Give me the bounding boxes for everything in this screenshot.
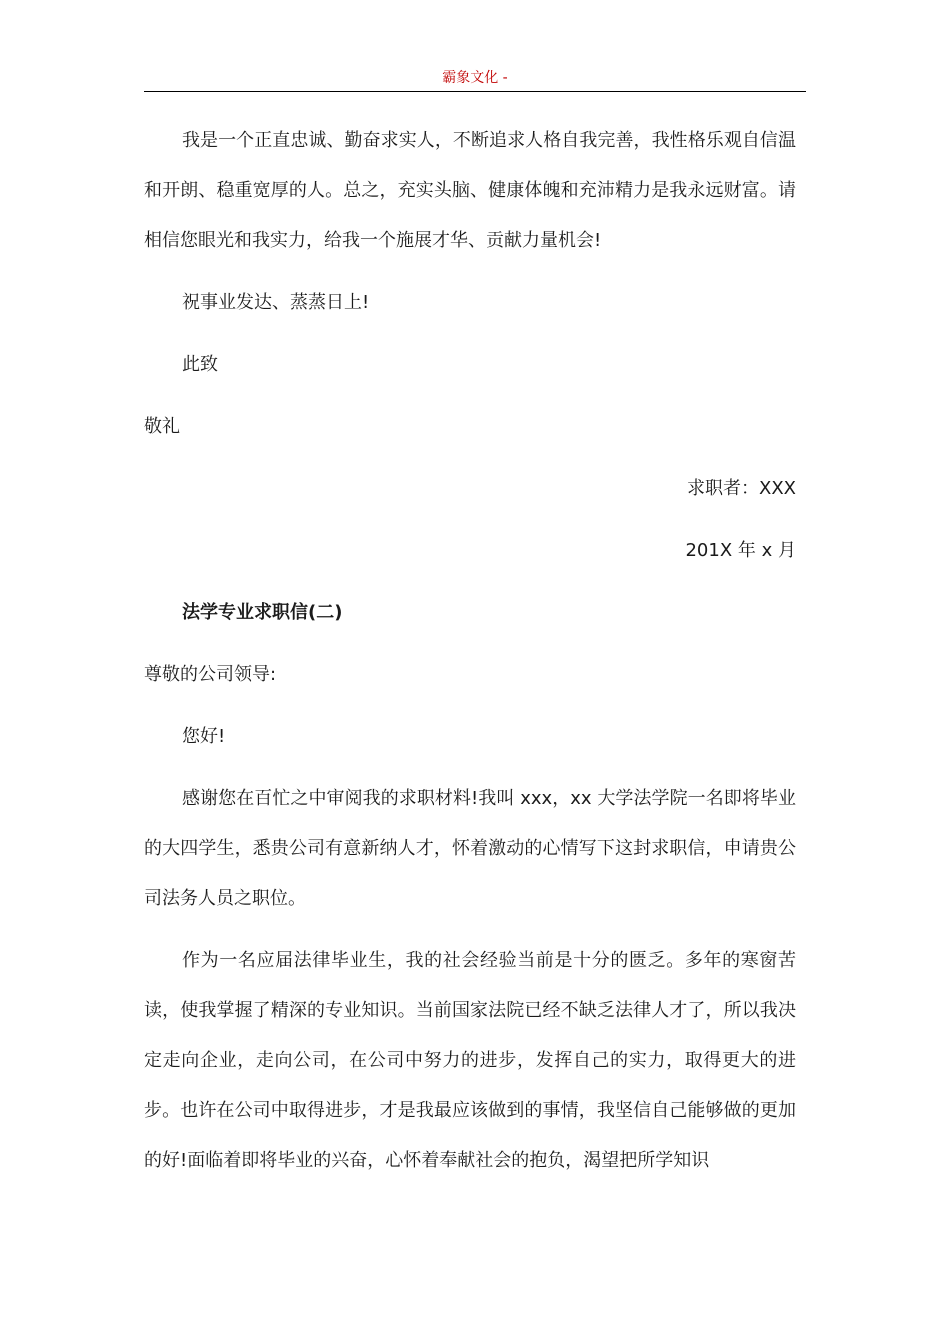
paragraph-closing-cizhi: 此致 xyxy=(182,354,218,375)
paragraph-self-description: 我是一个正直忠诚、勤奋求实人，不断追求人格自我完善，我性格乐观自信温和开朗、稳重宽厚的人。总之，充实头脑、健康体魄和充沛精力是我永远财富。请相信您眼光和我实力，给我一个施展才华、贡献力量机会! xyxy=(144,130,796,251)
header-title: 霸象文化 - xyxy=(442,70,508,86)
paragraph-background: 作为一名应届法律毕业生，我的社会经验当前是十分的匮乏。多年的寒窗苦读，使我掌握了精深的专业知识。当前国家法院已经不缺乏法律人才了，所以我决定走向企业，走向公司，在公司中努力的进步，发挥自己的实力，取得更大的进步。也许在公司中取得进步，才是我最应该做到的事情，我坚信自己能够做的更加的好!面临着即将毕业的兴奋，心怀着奉献社会的抱负，渴望把所学知识 xyxy=(144,950,796,1171)
salutation: 尊敬的公司领导: xyxy=(144,664,277,685)
paragraph-introduction: 感谢您在百忙之中审阅我的求职材料!我叫 xxx，xx 大学法学院一名即将毕业的大四学生，悉贵公司有意新纳人才，怀着激动的心情写下这封求职信，申请贵公司法务人员之职位。 xyxy=(144,788,796,909)
paragraph-wishes: 祝事业发达、蒸蒸日上! xyxy=(182,292,370,313)
document-body xyxy=(144,116,796,1186)
signature-date: 201X 年 x 月 xyxy=(685,540,796,561)
greeting: 您好! xyxy=(182,726,226,747)
paragraph-closing-jingli: 敬礼 xyxy=(144,416,180,437)
page-header xyxy=(144,66,806,92)
section-title: 法学专业求职信(二) xyxy=(182,602,343,623)
signature-applicant: 求职者：XXX xyxy=(687,478,796,499)
